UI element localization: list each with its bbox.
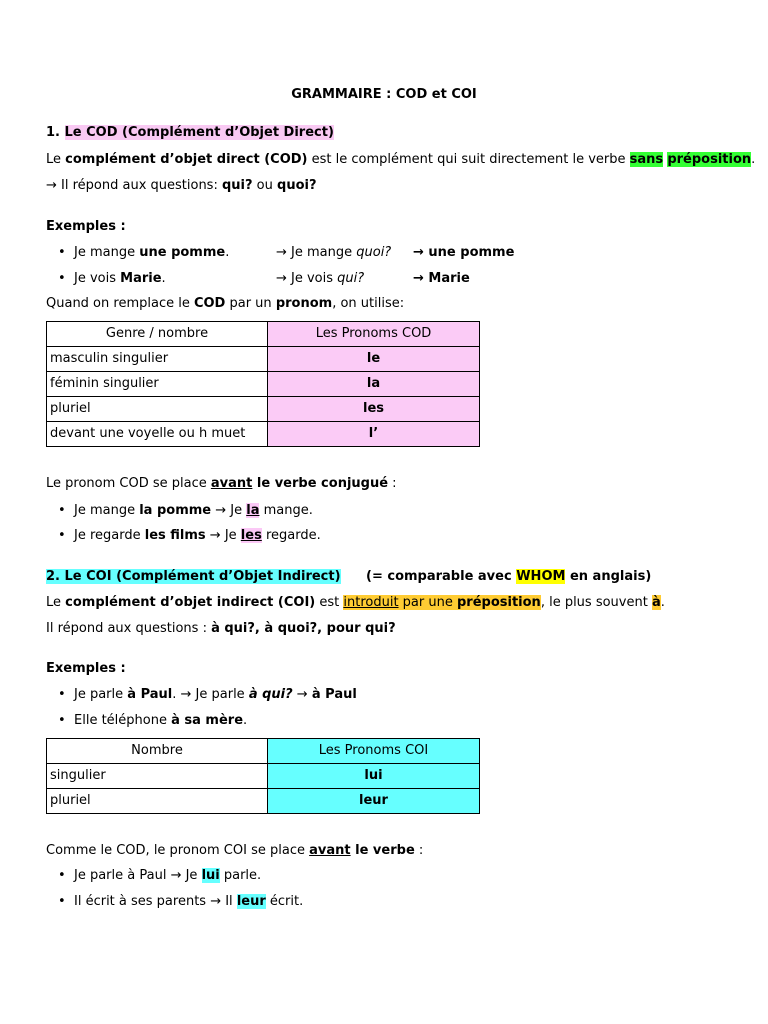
table-header: Genre / nombre bbox=[47, 322, 268, 347]
section-2-heading: 2. Le COI (Complément d’Objet Indirect) bbox=[46, 569, 341, 584]
table-header: Les Pronoms COD bbox=[268, 322, 480, 347]
table-header-row bbox=[47, 739, 480, 764]
table-row bbox=[47, 789, 480, 814]
table-cell: la bbox=[268, 372, 480, 397]
cod-placement-rule: Le pronom COD se place avant le verbe conjugué : bbox=[46, 476, 397, 491]
table-cell: singulier bbox=[47, 764, 268, 789]
table-cell: pluriel bbox=[47, 789, 268, 814]
coi-questions: Il répond aux questions : à qui?, à quoi?, pour qui? bbox=[46, 621, 396, 636]
table-cell: le bbox=[268, 347, 480, 372]
table-cell: lui bbox=[268, 764, 480, 789]
cod-placement-example-2: • Je regarde les films → Je les regarde. bbox=[74, 527, 321, 545]
table-row bbox=[47, 764, 480, 789]
table-cell: masculin singulier bbox=[47, 347, 268, 372]
cod-example-2-answer: → Marie bbox=[413, 271, 470, 286]
table-cell: leur bbox=[268, 789, 480, 814]
cod-example-1-question: → Je mange quoi? bbox=[276, 245, 392, 260]
table-row bbox=[47, 372, 480, 397]
table-cell: pluriel bbox=[47, 397, 268, 422]
cod-example-2: • Je vois Marie. bbox=[74, 270, 166, 288]
cod-example-1: • Je mange une pomme. bbox=[74, 244, 229, 262]
table-cell: les bbox=[268, 397, 480, 422]
cod-replace-sentence: Quand on remplace le COD par un pronom, on utilise: bbox=[46, 296, 405, 311]
cod-example-2-question: → Je vois qui? bbox=[276, 271, 365, 286]
table-cell: féminin singulier bbox=[47, 372, 268, 397]
cod-definition: Le complément d’objet direct (COD) est le complément qui suit directement le verbe sans préposition. bbox=[46, 152, 756, 167]
table-header: Nombre bbox=[47, 739, 268, 764]
table-row bbox=[47, 397, 480, 422]
coi-placement-example-1: • Je parle à Paul → Je lui parle. bbox=[74, 867, 261, 885]
coi-example-2: • Elle téléphone à sa mère. bbox=[74, 712, 247, 730]
table-header-row bbox=[47, 322, 480, 347]
coi-pronouns-table bbox=[46, 738, 480, 814]
page-title: GRAMMAIRE : COD et COI bbox=[291, 87, 477, 102]
coi-placement-rule: Comme le COD, le pronom COI se place avant le verbe : bbox=[46, 843, 424, 858]
cod-pronouns-table bbox=[46, 321, 480, 447]
cod-placement-example-1: • Je mange la pomme → Je la mange. bbox=[74, 502, 313, 520]
table-row bbox=[47, 422, 480, 447]
examples-label-1: Exemples : bbox=[46, 219, 126, 234]
whom-comparison: (= comparable avec WHOM en anglais) bbox=[366, 569, 652, 584]
coi-example-1: • Je parle à Paul. → Je parle à qui? → à Paul bbox=[74, 686, 357, 704]
table-row bbox=[47, 347, 480, 372]
table-cell: l’ bbox=[268, 422, 480, 447]
coi-definition: Le complément d’objet indirect (COI) est introduit par une préposition, le plus souvent à. bbox=[46, 595, 665, 610]
section-1-heading: 1. Le COD (Complément d’Objet Direct) bbox=[46, 125, 334, 140]
table-cell: devant une voyelle ou h muet bbox=[47, 422, 268, 447]
cod-example-1-answer: → une pomme bbox=[413, 245, 515, 260]
cod-questions: → Il répond aux questions: qui? ou quoi? bbox=[46, 178, 317, 193]
examples-label-2: Exemples : bbox=[46, 661, 126, 676]
table-header: Les Pronoms COI bbox=[268, 739, 480, 764]
coi-placement-example-2: • Il écrit à ses parents → Il leur écrit. bbox=[74, 893, 303, 911]
